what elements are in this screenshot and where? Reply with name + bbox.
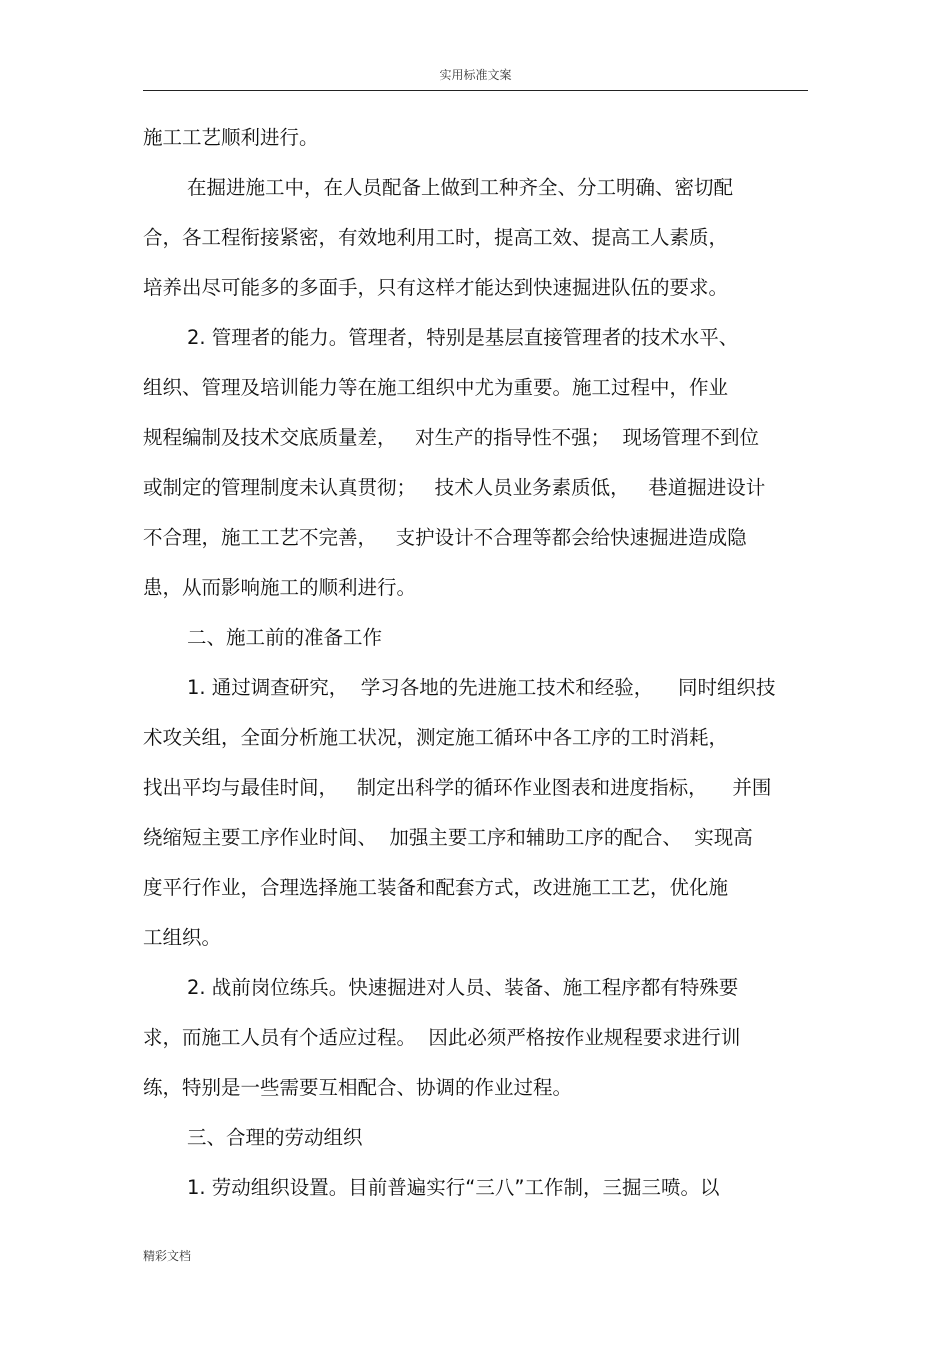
text-line: 二、施工前的准备工作 — [187, 626, 383, 649]
text-line: 2. 管理者的能力。管理者，特别是基层直接管理者的技术水平、 — [187, 326, 739, 349]
text-line: 练，特别是一些需要互相配合、协调的作业过程。 — [143, 1076, 573, 1099]
page-footer: 精彩文档 — [143, 1249, 192, 1263]
text-line: 工组织。 — [143, 926, 222, 949]
text-line: 合，各工程衔接紧密，有效地利用工时，提高工效、提高工人素质， — [143, 226, 729, 249]
text-line: 或制定的管理制度未认真贯彻； 技术人员业务素质低， 巷道掘进设计 — [143, 476, 766, 499]
text-line: 不合理，施工工艺不完善， 支护设计不合理等都会给快速掘进造成隐 — [143, 526, 747, 549]
text-line: 组织、管理及培训能力等在施工组织中尤为重要。施工过程中，作业 — [143, 376, 729, 399]
text-line: 患，从而影响施工的顺利进行。 — [143, 576, 417, 599]
header-divider — [143, 90, 808, 91]
text-line: 找出平均与最佳时间， 制定出科学的循环作业图表和进度指标， 并围 — [143, 776, 772, 799]
text-line: 度平行作业，合理选择施工装备和配套方式，改进施工工艺，优化施 — [143, 876, 729, 899]
text-line: 在掘进施工中，在人员配备上做到工种齐全、分工明确、密切配 — [187, 176, 734, 199]
text-line: 1. 通过调查研究， 学习各地的先进施工技术和经验， 同时组织技 — [187, 676, 776, 699]
text-line: 三、合理的劳动组织 — [187, 1126, 363, 1149]
text-line: 1. 劳动组织设置。目前普遍实行“三八”工作制，三掘三喷。以 — [187, 1176, 720, 1199]
text-line: 求，而施工人员有个适应过程。 因此必须严格按作业规程要求进行训 — [143, 1026, 741, 1049]
text-line: 术攻关组，全面分析施工状况，测定施工循环中各工序的工时消耗， — [143, 726, 729, 749]
text-line: 培养出尽可能多的多面手，只有这样才能达到快速掘进队伍的要求。 — [143, 276, 729, 299]
text-line: 2. 战前岗位练兵。快速掘进对人员、装备、施工程序都有特殊要 — [187, 976, 739, 999]
text-line: 规程编制及技术交底质量差， 对生产的指导性不强； 现场管理不到位 — [143, 426, 759, 449]
text-line: 绕缩短主要工序作业时间、 加强主要工序和辅助工序的配合、 实现高 — [143, 826, 753, 849]
text-line: 施工工艺顺利进行。 — [143, 126, 319, 149]
page-header: 实用标准文案 — [439, 68, 512, 82]
